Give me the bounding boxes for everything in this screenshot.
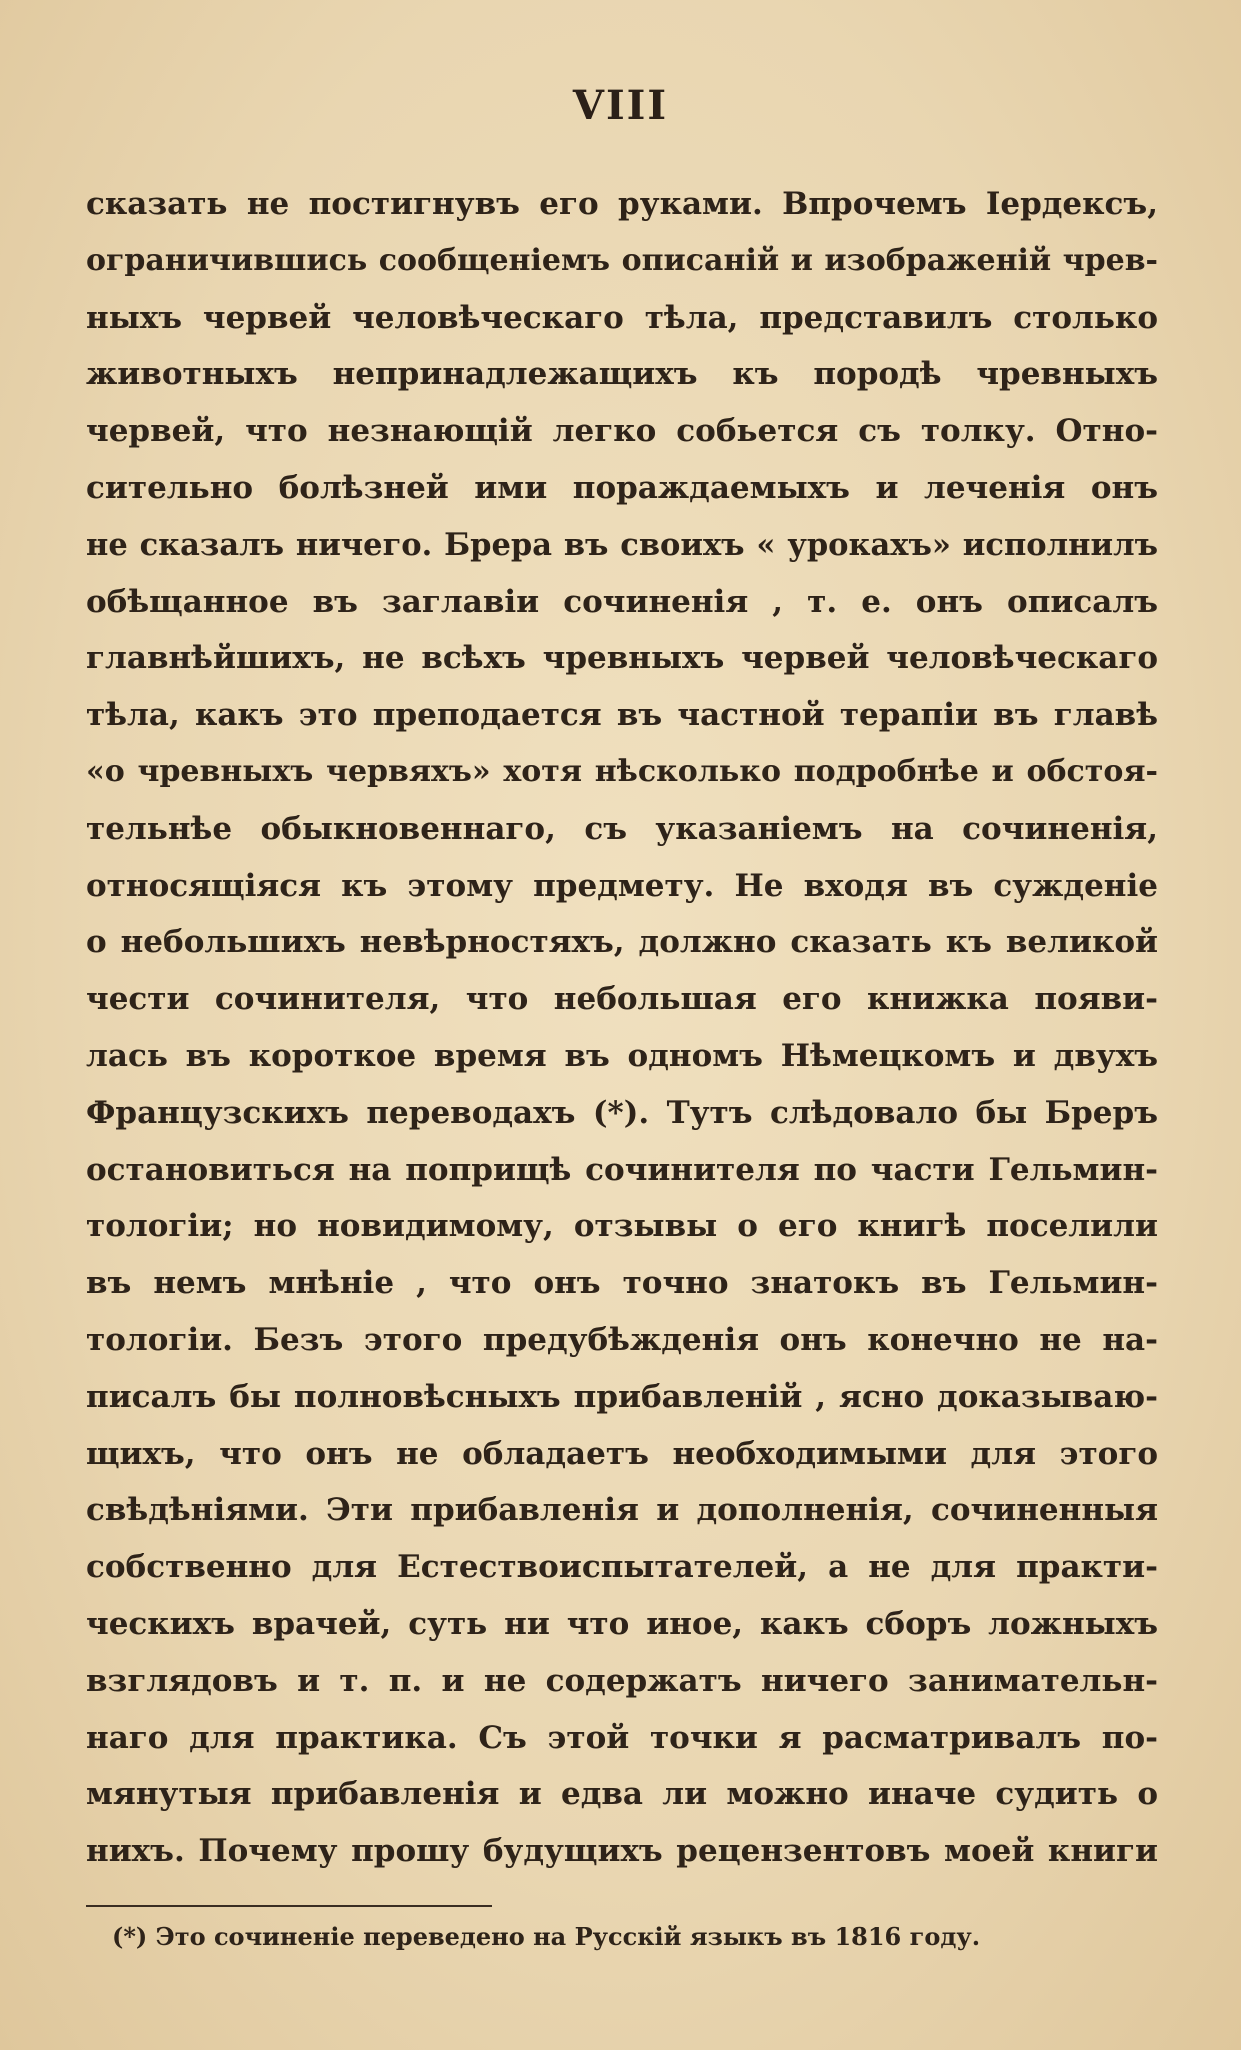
page-number: VIII	[572, 82, 669, 129]
text-line: лась въ короткое время въ одномъ Нѣмецкомъ и двухъ	[86, 1037, 1158, 1074]
text-line: щихъ, что онъ не обладаетъ необходимыми для этого	[86, 1435, 1158, 1472]
text-line: нихъ. Почему прошу будущихъ рецензентовъ моей книги	[86, 1833, 1158, 1870]
text-line: тѣла, какъ это преподается въ частной терапіи въ главѣ	[86, 697, 1158, 734]
text-line: обѣщанное въ заглавіи сочиненія , т. е. онъ описалъ	[86, 583, 1158, 620]
text-line: писалъ бы полновѣсныхъ прибавленій , ясно доказываю-	[86, 1378, 1158, 1415]
text-line: собственно для Естествоиспытателей, а не для практи-	[86, 1549, 1158, 1586]
text-line: о небольшихъ невѣрностяхъ, должно сказать къ великой	[86, 924, 1158, 961]
text-line: «о чревныхъ червяхъ» хотя нѣсколько подробнѣе и обстоя-	[86, 753, 1158, 789]
body-text	[86, 176, 1158, 1880]
text-line: главнѣйшихъ, не всѣхъ чревныхъ червей человѣческаго	[86, 640, 1158, 677]
text-line: сительно болѣзней ими пораждаемыхъ и леченія онъ	[86, 469, 1158, 506]
text-line: ныхъ червей человѣческаго тѣла, представилъ столько	[86, 299, 1158, 336]
text-line: не сказалъ ничего. Брера въ своихъ « урокахъ» исполнилъ	[86, 526, 1158, 563]
footnote-divider	[86, 1905, 492, 1907]
text-line: Французскихъ переводахъ (*). Тутъ слѣдовало бы Бреръ	[86, 1094, 1158, 1131]
text-line: остановиться на поприщѣ сочинителя по части Гельмин-	[86, 1151, 1158, 1188]
text-line: сказать не постигнувъ его руками. Впрочемъ Іердексъ,	[86, 186, 1158, 222]
text-line: наго для практика. Съ этой точки я расматривалъ по-	[86, 1719, 1158, 1756]
text-line: чести сочинителя, что небольшая его книжка появи-	[86, 981, 1158, 1018]
text-line: взглядовъ и т. п. и не содержатъ ничего занимательн-	[86, 1662, 1158, 1699]
text-line: въ немъ мнѣніе , что онъ точно знатокъ въ Гельмин-	[86, 1265, 1158, 1302]
text-line: ограничившись сообщеніемъ описаній и изображеній чрев-	[86, 242, 1158, 278]
footnote: (*) Это сочиненіе переведено на Русскій языкъ въ 1816 году.	[112, 1922, 981, 1951]
text-line: тологіи. Безъ этого предубѣжденія онъ конечно не на-	[86, 1321, 1158, 1358]
text-line: мянутыя прибавленія и едва ли можно иначе судить о	[86, 1776, 1158, 1813]
text-line: относящіяся къ этому предмету. Не входя въ сужденіе	[86, 867, 1158, 904]
text-line: червей, что незнающій легко собьется съ толку. Отно-	[86, 413, 1158, 450]
text-line: ческихъ врачей, суть ни что иное, какъ сборъ ложныхъ	[86, 1605, 1158, 1642]
text-line: тельнѣе обыкновеннаго, съ указаніемъ на сочиненія,	[86, 810, 1158, 847]
text-line: свѣдѣніями. Эти прибавленія и дополненія, сочиненныя	[86, 1492, 1158, 1529]
text-line: тологіи; но новидимому, отзывы о его книгѣ поселили	[86, 1208, 1158, 1245]
text-line: животныхъ непринадлежащихъ къ породѣ чревныхъ	[86, 356, 1158, 393]
